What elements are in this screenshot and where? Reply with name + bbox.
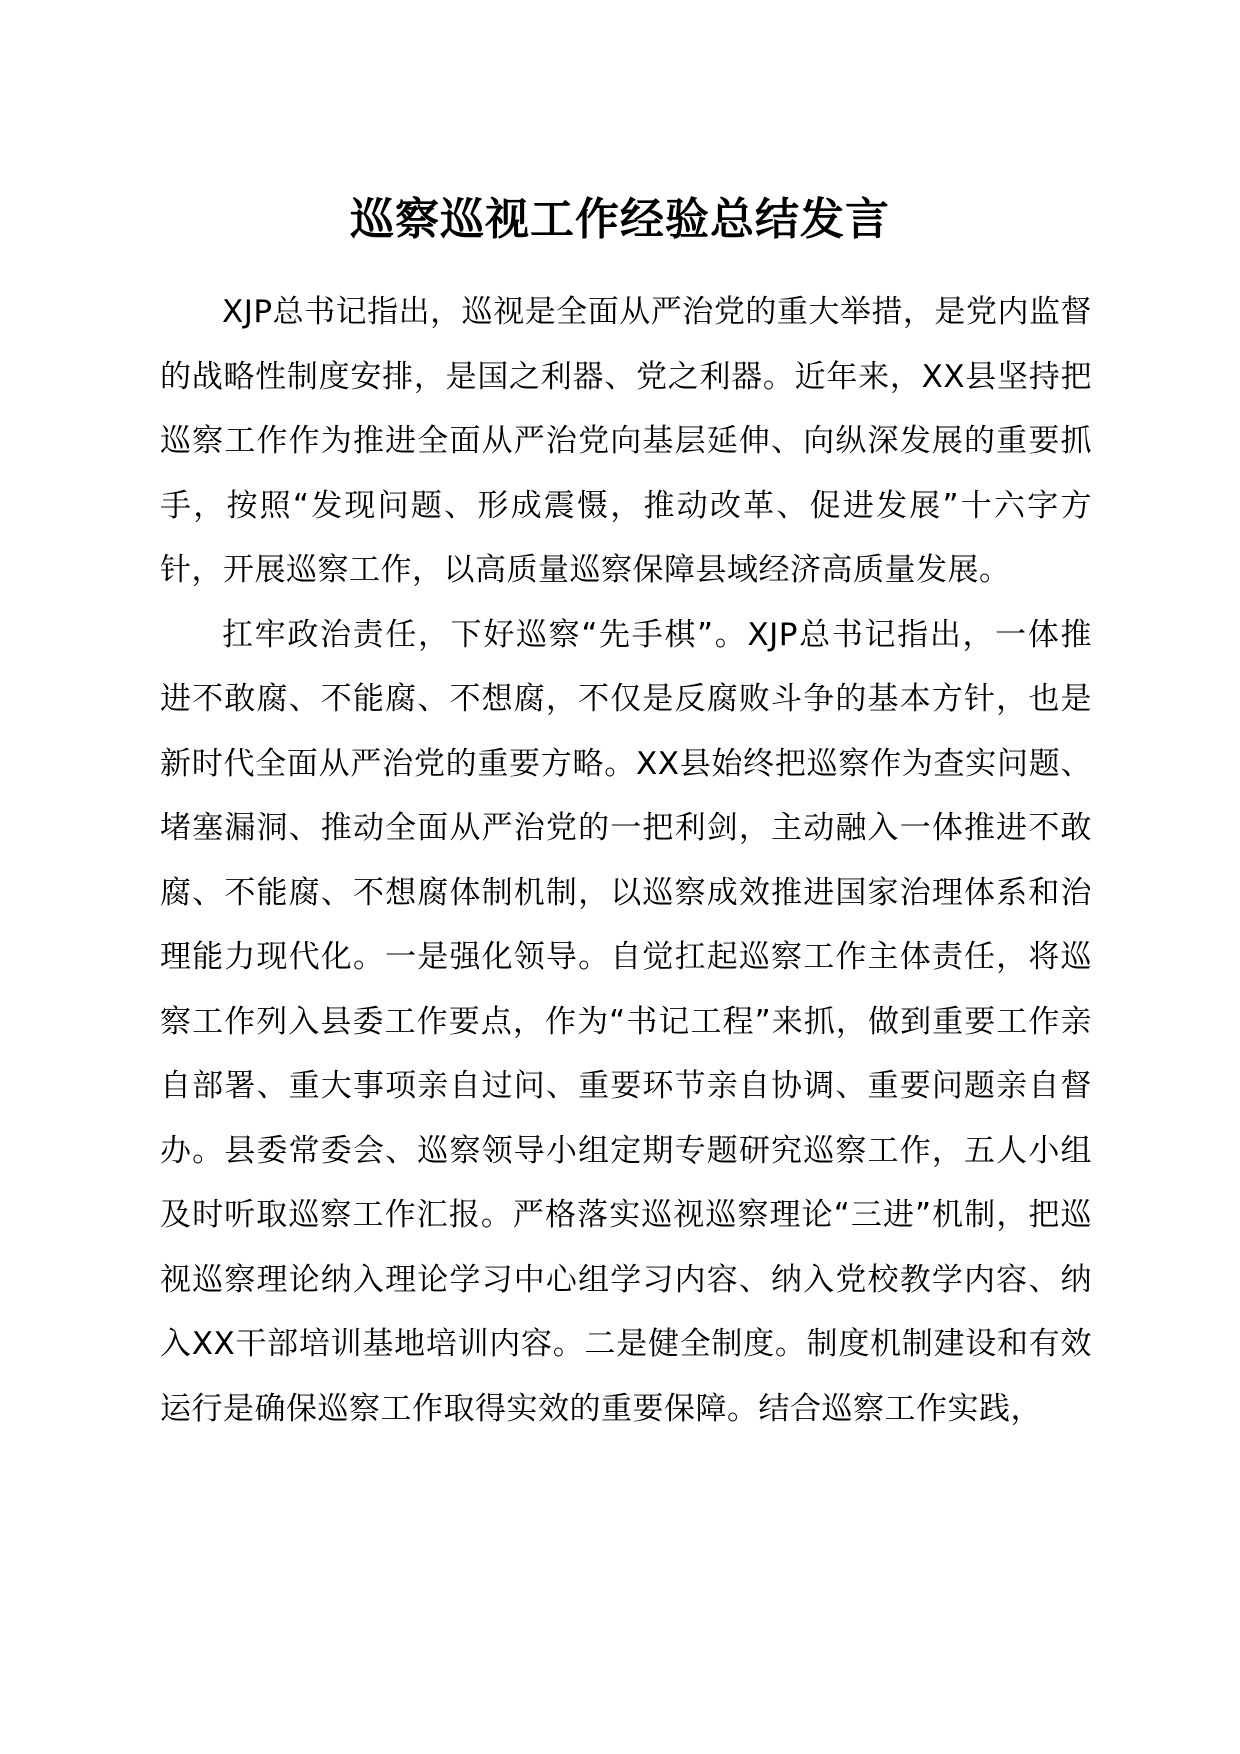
document-title: 巡察巡视工作经验总结发言: [350, 194, 890, 245]
paragraph-1: XJP总书记指出，巡视是全面从严治党的重大举措，是党内监督的战略性制度安排，是国之利器、党之利器。近年来，XX县坚持把巡察工作作为推进全面从严治党向基层延伸、向纵深发展的重要抓手，按照“发现问题、形成震慑，推动改革、促进发展”十六字方针，开展巡察工作，以高质量巡察保障县域经济高质量发展。: [160, 294, 1092, 588]
paragraph-2: 扛牢政治责任，下好巡察“先手棋”。XJP总书记指出，一体推进不敢腐、不能腐、不想腐，不仅是反腐败斗争的基本方针，也是新时代全面从严治党的重要方略。XX县始终把巡察作为查实问题、堵塞漏洞、推动全面从严治党的一把利剑，主动融入一体推进不敢腐、不能腐、不想腐体制机制，以巡察成效推进国家治理体系和治理能力现代化。一是强化领导。自觉扛起巡察工作主体责任，将巡察工作列入县委工作要点，作为“书记工程”来抓，做到重要工作亲自部署、重大事项亲自过问、重要环节亲自协调、重要问题亲自督办。县委常委会、巡察领导小组定期专题研究巡察工作，五人小组及时听取巡察工作汇报。严格落实巡视巡察理论“三进”机制，把巡视巡察理论纳入理论学习中心组学习内容、纳入党校教学内容、纳入XX干部培训基地培训内容。二是健全制度。制度机制建设和有效运行是确保巡察工作取得实效的重要保障。结合巡察工作实践，: [160, 616, 1092, 1427]
document-body: [160, 280, 1092, 1441]
